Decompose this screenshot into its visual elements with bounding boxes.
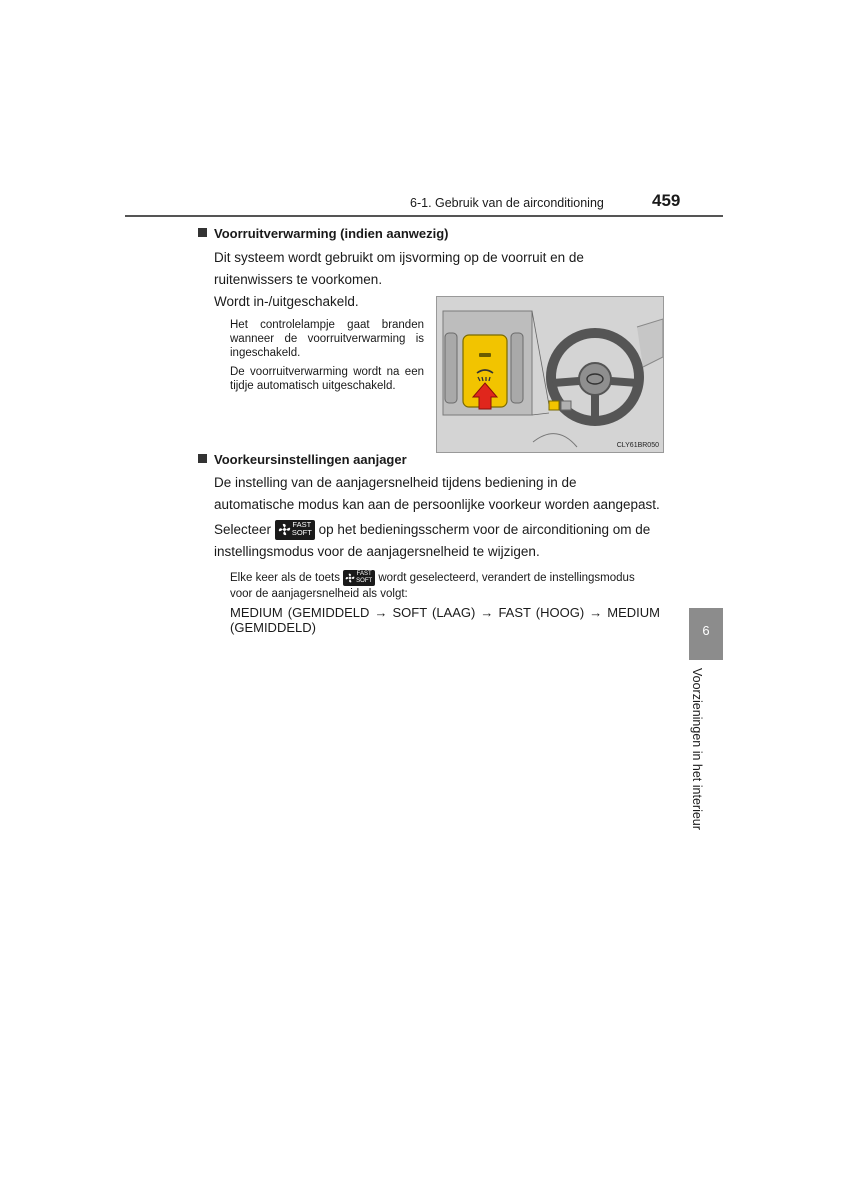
section-intro: Dit systeem wordt gebruikt om ijsvorming op de voorruit en de ruitenwissers te voorkomen. — [214, 250, 584, 287]
note-text-after: wordt geselecteerd, verandert de instellingsmodus — [378, 572, 635, 585]
fast-soft-button-icon — [343, 570, 375, 586]
bullet-square-icon — [198, 454, 207, 463]
chip-label-soft: SOFT — [356, 578, 373, 584]
select-text-after: op het bedieningsscherm voor de airconditioning om de — [318, 522, 651, 537]
action-text: Wordt in-/uitgeschakeld. — [214, 294, 359, 309]
bullet-square-icon — [198, 228, 207, 237]
fan-icon — [278, 523, 291, 536]
section-heading-text: Voorruitverwarming (indien aanwezig) — [214, 226, 449, 241]
fast-soft-label — [356, 571, 372, 585]
note-auto-off: De voorruitverwarming wordt na een tijdje automatisch uitgeschakeld. — [230, 366, 424, 392]
chip-label-soft: SOFT — [291, 528, 312, 538]
mode-note — [230, 570, 660, 586]
section-heading-windshield-deicer — [198, 226, 449, 241]
chapter-tab-title: Voorzieningen in het interieur — [690, 668, 704, 830]
section-heading-blower-preferences — [198, 452, 407, 467]
figure-code: CLY61BR050 — [616, 442, 659, 449]
select-instruction-line2: instellingsmodus voor de aanjagersnelheid te wijzigen. — [214, 544, 540, 559]
note-indicator: Het controlelampje gaat branden wanneer de voorruitverwarming is ingeschakeld. — [230, 319, 424, 359]
running-header-title: 6-1. Gebruik van de airconditioning — [410, 196, 604, 210]
chip-label-fast: FAST — [292, 520, 312, 530]
page-number: 459 — [652, 191, 681, 210]
mode-sequence: MEDIUM (GEMIDDELD → SOFT (LAAG) → FAST (HOOG) → MEDIUM (GEMIDDELD) — [230, 605, 660, 635]
fan-icon — [345, 573, 355, 583]
select-instruction — [214, 519, 660, 541]
select-text-before: Selecteer — [214, 522, 272, 537]
chapter-tab-number: 6 — [689, 608, 723, 660]
dashboard-drawing — [437, 297, 663, 452]
section-heading-text: Voorkeursinstellingen aanjager — [214, 452, 407, 467]
note-text-before: Elke keer als de toets — [230, 572, 340, 585]
header-rule — [125, 215, 723, 217]
blower-intro: De instelling van de aanjagersnelheid tijdens bediening in de automatische modus kan aan de persoonlijke voorkeur worden aangepast. — [214, 475, 660, 512]
mode-note-line2: voor de aanjagersnelheid als volgt: — [230, 588, 408, 600]
dashboard-illustration — [436, 296, 664, 453]
chip-label-fast: FAST — [356, 571, 372, 577]
fast-soft-label — [292, 521, 312, 537]
fast-soft-button-icon — [275, 520, 315, 540]
